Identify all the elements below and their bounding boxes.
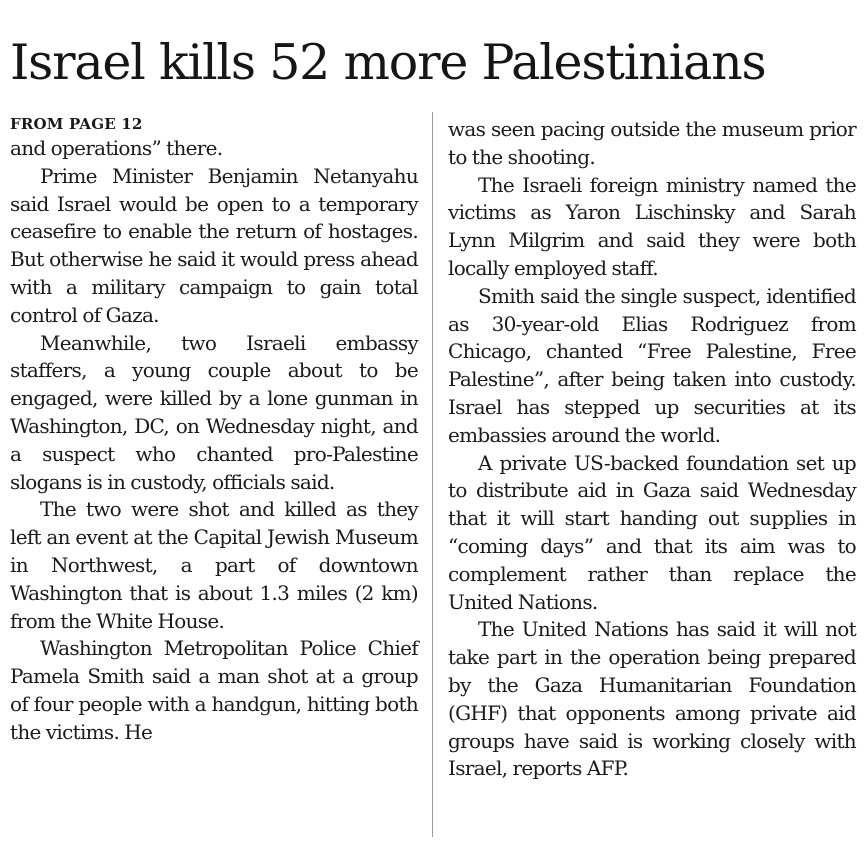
article-paragraph: A private US-backed foundation set up to distribute aid in Gaza said Wednesday that it will start handing out supplies in “coming days” and that its aim was to complement rather than replace the United Nations. [448, 450, 856, 614]
article-paragraph: and operations” there. [10, 136, 223, 160]
article-paragraph: Prime Minister Benjamin Netanyahu said Israel would be open to a temporary ceasefire to enable the return of hostages. But otherwise he said it would press ahead with a military campaign to gain total control of Gaza. [10, 163, 418, 327]
article-column-right [448, 116, 856, 783]
article-paragraph: was seen pacing outside the museum prior to the shooting. [448, 117, 856, 169]
article-paragraph: Smith said the single suspect, identified as 30-year-old Elias Rodriguez from Chicago, chanted “Free Palestine, Free Palestine”, after being taken into custody. Israel has stepped up securities at its embassies around the world. [448, 283, 856, 447]
column-divider [432, 112, 433, 837]
article-headline: Israel kills 52 more Palestinians [10, 34, 766, 91]
continuation-kicker: FROM PAGE 12 [10, 115, 143, 133]
article-paragraph: The Israeli foreign ministry named the victims as Yaron Lischinsky and Sarah Lynn Milgrim and said they were both locally employed staff. [448, 172, 856, 280]
article-paragraph: The two were shot and killed as they left an event at the Capital Jewish Museum in Northwest, a part of downtown Washington that is about 1.3 miles (2 km) from the White House. [10, 497, 418, 633]
article-paragraph: Washington Metropolitan Police Chief Pamela Smith said a man shot at a group of four people with a handgun, hitting both the victims. He [10, 636, 418, 744]
article-paragraph: Meanwhile, two Israeli embassy staffers, a young couple about to be engaged, were killed by a lone gunman in Washington, DC, on Wednesday night, and a suspect who chanted pro-Palestine slogans is in custody, officials said. [10, 330, 418, 494]
article-column-left [10, 114, 418, 747]
article-paragraph: The United Nations has said it will not take part in the operation being prepared by the Gaza Humanitarian Foundation (GHF) that opponents among private aid groups have said is working closely with Israel, reports AFP. [448, 617, 856, 781]
